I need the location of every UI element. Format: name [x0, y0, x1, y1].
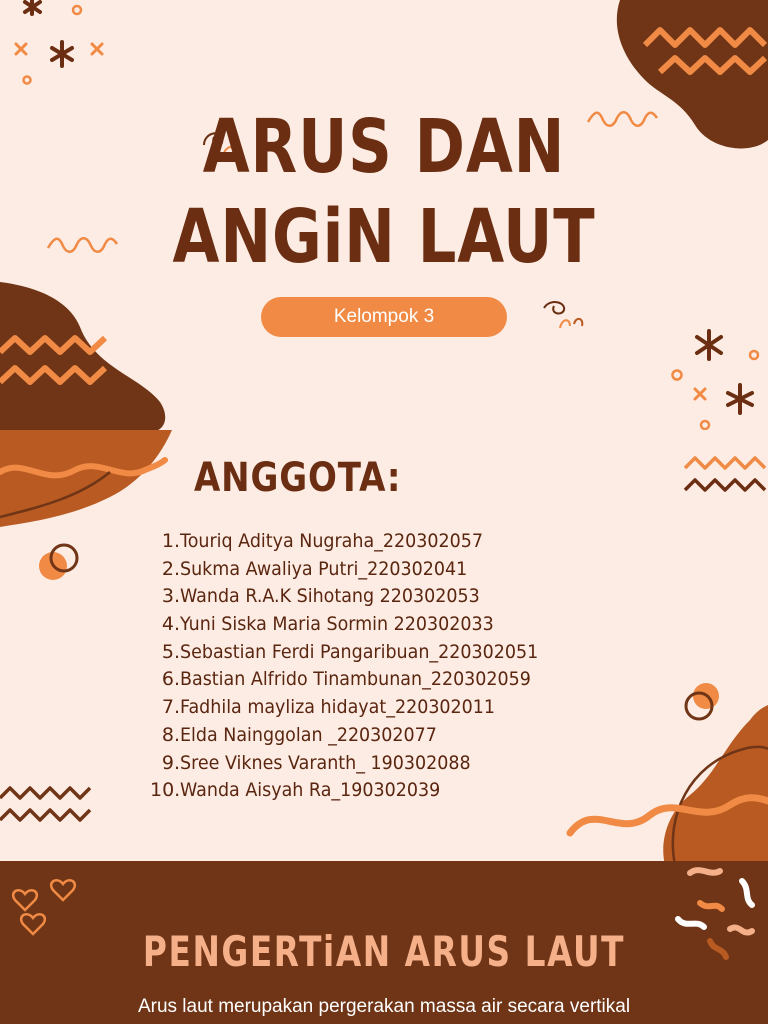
member-name: Elda Nainggolan _220302077: [180, 723, 437, 746]
member-number: 5.: [161, 640, 180, 663]
right-bottom-blob-decoration: [565, 705, 768, 865]
footer-section: [0, 861, 768, 1024]
title-line-2: ANGiN LAUT: [172, 194, 596, 280]
members-heading: ANGGOTA:: [194, 455, 402, 501]
left-circles-decoration: [36, 540, 84, 584]
member-name: Wanda Aisyah Ra_190302039: [180, 779, 441, 802]
member-item: [150, 611, 569, 639]
member-name: Sebastian Ferdi Pangaribuan_220302051: [180, 640, 539, 663]
right-sparkles-decoration: [665, 325, 768, 430]
member-number: 2.: [161, 557, 180, 580]
member-number: 4.: [161, 613, 180, 636]
footer-title: PENGERTiAN ARUS LAUT: [142, 927, 626, 976]
member-name: Wanda R.A.K Sihotang 220302053: [180, 585, 480, 608]
member-item: [150, 722, 569, 750]
member-name: Fadhila mayliza hidayat_220302011: [180, 696, 496, 719]
member-number: 7.: [161, 696, 180, 719]
member-item: [150, 694, 569, 722]
member-name: Sukma Awaliya Putri_220302041: [180, 557, 468, 580]
member-number: 8.: [161, 723, 180, 746]
worm-squiggles-decoration: [670, 861, 768, 981]
member-name: Sree Viknes Varanth_ 190302088: [180, 751, 471, 774]
member-item: [150, 666, 569, 694]
member-item: [150, 583, 569, 611]
member-name: Yuni Siska Maria Sormin 220302033: [180, 613, 494, 636]
left-bottom-zigzag-decoration: [0, 780, 100, 830]
swirl-doodle-right: [540, 298, 586, 334]
member-name: Touriq Aditya Nugraha_220302057: [180, 530, 484, 552]
members-list: [150, 528, 569, 805]
member-item: [150, 528, 569, 556]
member-number: 3.: [161, 585, 180, 608]
heart-icon-group: [5, 866, 85, 946]
member-item: [150, 556, 569, 584]
member-item: [150, 639, 569, 667]
group-badge: Kelompok 3: [261, 297, 507, 337]
member-number: 10.: [150, 779, 181, 802]
member-number: 6.: [161, 668, 180, 691]
member-number: 9.: [161, 751, 180, 774]
title-line-1: ARUS DAN: [202, 104, 566, 190]
member-item: [150, 777, 569, 805]
right-zigzag-decoration: [683, 448, 768, 498]
member-number: 1.: [161, 530, 180, 552]
footer-description: Arus laut merupakan pergerakan massa air secara vertikal: [137, 996, 631, 1017]
top-left-sparkles-decoration: [0, 0, 120, 90]
member-name: Bastian Alfrido Tinambunan_220302059: [180, 668, 531, 691]
left-blob-decoration: [0, 282, 175, 527]
member-item: [150, 750, 569, 778]
